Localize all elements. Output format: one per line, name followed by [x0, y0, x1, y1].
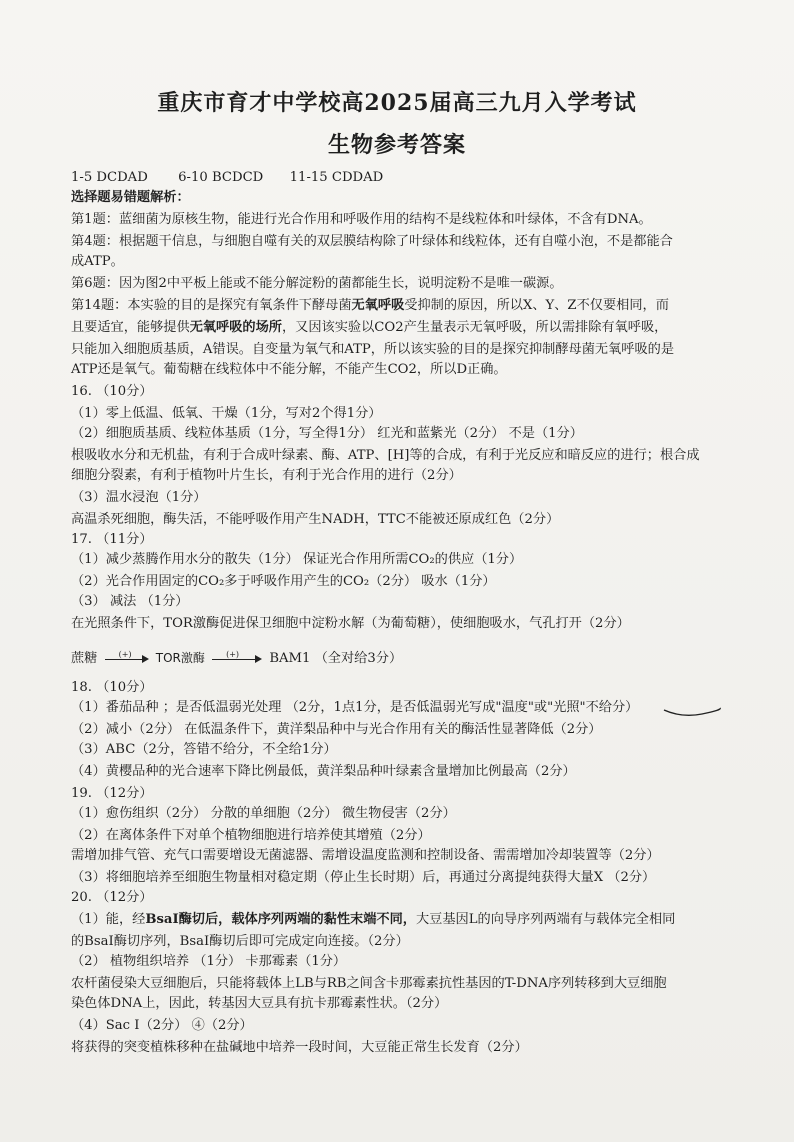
text-span: 受抑制的原因，所以X、Y、Z不仅要相同，而: [404, 298, 669, 313]
text-line: （2）细胞质基质、线粒体基质（1分，写全得1分） 红光和蓝紫光（2分） 不是（1分）: [71, 426, 583, 441]
bold-span: 无氧呼吸的场所: [189, 320, 282, 335]
section-heading: 选择题易错题解析：: [71, 190, 190, 205]
arrow-icon: [212, 649, 262, 664]
text-span: ，又因该实验以CO2产生量表示无氧呼吸，所以需排除有氧呼吸，: [282, 320, 668, 335]
text-line: 细胞分裂素，有利于植物叶片生长，有利于光合作用的进行（2分）: [71, 468, 462, 483]
answers-1-5: 1-5 DCDAD: [71, 170, 148, 185]
text-line: （1）零上低温、低氧、干燥（1分，写对2个得1分）: [71, 406, 382, 421]
text-line: 成ATP。: [71, 254, 124, 269]
pathway-node: BAM1 （全对给3分）: [269, 651, 403, 666]
text-line: 第6题：因为图2中平板上能或不能分解淀粉的菌都能生长，说明淀粉不是唯一碳源。: [71, 276, 563, 291]
text-line: 第1题：蓝细菌为原核生物，能进行光合作用和呼吸作用的结构不是线粒体和叶绿体，不含有DNA。: [71, 212, 652, 227]
pathway-diagram: [71, 648, 754, 669]
handwritten-underline-icon: [662, 706, 722, 718]
arrow-sign: (+): [226, 649, 240, 659]
mcq-answers: [71, 168, 754, 188]
bold-span: BsaI酶切后，载体序列两端的黏性末端不同，: [145, 912, 416, 927]
question-heading: 17. （11分）: [71, 532, 153, 547]
text-line: 的BsaI酶切序列，BsaI酶切后即可完成定向连接。（2分）: [71, 934, 409, 949]
question-heading: 19. （12分）: [71, 786, 153, 801]
text-line: 只能加入细胞质基质，A错误。自变量为氧气和ATP，所以该实验的目的是探究抑制酵母菌无氧呼吸的是: [71, 342, 675, 357]
text-line: （1）番茄品种 ；是否低温弱光处理 （2分，1点1分，是否低温弱光写成"温度"或"光照"不给分）: [71, 700, 639, 715]
text-line: （3）温水浸泡（1分）: [71, 490, 207, 505]
text-line: （3） 减法 （1分）: [71, 594, 189, 609]
pathway-node: TOR激酶: [155, 651, 205, 665]
answers-6-10: 6-10 BCDCD: [178, 170, 264, 185]
text-line: [71, 318, 754, 338]
question-heading: 20. （12分）: [71, 890, 153, 905]
text-line: （3）将细胞培养至细胞生物量相对稳定期（停止生长时期）后，再通过分离提纯获得大量X （2分）: [71, 870, 656, 885]
text-line: （2）光合作用固定的CO₂多于呼吸作用产生的CO₂（2分） 吸水（1分）: [71, 574, 496, 589]
page-title: 重庆市育才中学校高2025届高三九月入学考试: [157, 90, 637, 116]
text-line: 将获得的突变植株移种在盐碱地中培养一段时间，大豆能正常生长发育（2分）: [71, 1040, 528, 1055]
text-line: （2）在离体条件下对单个植物细胞进行培养使其增殖（2分）: [71, 828, 431, 843]
text-line: （1）愈伤组织（2分） 分散的单细胞（2分） 微生物侵害（2分）: [71, 806, 456, 821]
text-line: ATP还是氧气。葡萄糖在线粒体中不能分解，不能产生CO2，所以D正确。: [71, 362, 507, 377]
text-line: 第4题：根据题干信息，与细胞自噬有关的双层膜结构除了叶绿体和线粒体，还有自噬小泡，不是都能合: [71, 234, 673, 249]
answers-11-15: 11-15 CDDAD: [289, 170, 384, 185]
pathway-node: 蔗糖: [71, 651, 98, 666]
page-subtitle: 生物参考答案: [327, 132, 466, 158]
arrow-icon: [105, 649, 149, 664]
text-span: 第14题：本实验的目的是探究有氧条件下酵母菌: [71, 298, 352, 313]
text-line: 在光照条件下，TOR激酶促进保卫细胞中淀粉水解（为葡萄糖），使细胞吸水，气孔打开（2分）: [71, 616, 630, 631]
text-line: 农杆菌侵染大豆细胞后，只能将载体上LB与RB之间含卡那霉素抗性基因的T-DNA序列转移到大豆细胞: [71, 976, 667, 991]
question-heading: 18. （10分）: [71, 680, 153, 695]
question-heading: 16. （10分）: [71, 384, 153, 399]
text-line: 需增加排气管、充气口需要增设无菌滤器、需增设温度监测和控制设备、需需增加冷却装置等（2分）: [71, 848, 660, 863]
text-line: 染色体DNA上，因此，转基因大豆具有抗卡那霉素性状。（2分）: [71, 996, 448, 1011]
text-line: [71, 910, 754, 930]
text-span: （1）能，经: [71, 912, 146, 927]
text-line: （3）ABC（2分，答错不给分，不全给1分）: [71, 742, 337, 757]
text-line: 根吸收水分和无机盐，有利于合成叶绿素、酶、ATP、[H]等的合成，有利于光反应和暗反应的进行；根合成: [71, 448, 700, 463]
text-line: （2） 植物组织培养 （1分） 卡那霉素（1分）: [71, 954, 347, 969]
text-line: （2）减小（2分） 在低温条件下，黄洋梨品种中与光合作用有关的酶活性显著降低（2分）: [71, 722, 602, 737]
text-span: 且要适宜，能够提供: [71, 320, 190, 335]
text-line: （1）减少蒸腾作用水分的散失（1分） 保证光合作用所需CO₂的供应（1分）: [71, 552, 523, 567]
text-line: 高温杀死细胞，酶失活，不能呼吸作用产生NADH，TTC不能被还原成红色（2分）: [71, 512, 560, 527]
bold-span: 无氧呼吸: [351, 298, 405, 313]
text-line: （4）黄樱品种的光合速率下降比例最低，黄洋梨品种叶绿素含量增加比例最高（2分）: [71, 764, 576, 779]
text-line: （4）Sac I（2分） ④（2分）: [71, 1018, 253, 1033]
arrow-sign: (+): [118, 649, 132, 659]
text-line: [71, 296, 754, 316]
text-span: 大豆基因L的向导序列两端有与载体完全相同: [416, 912, 676, 927]
